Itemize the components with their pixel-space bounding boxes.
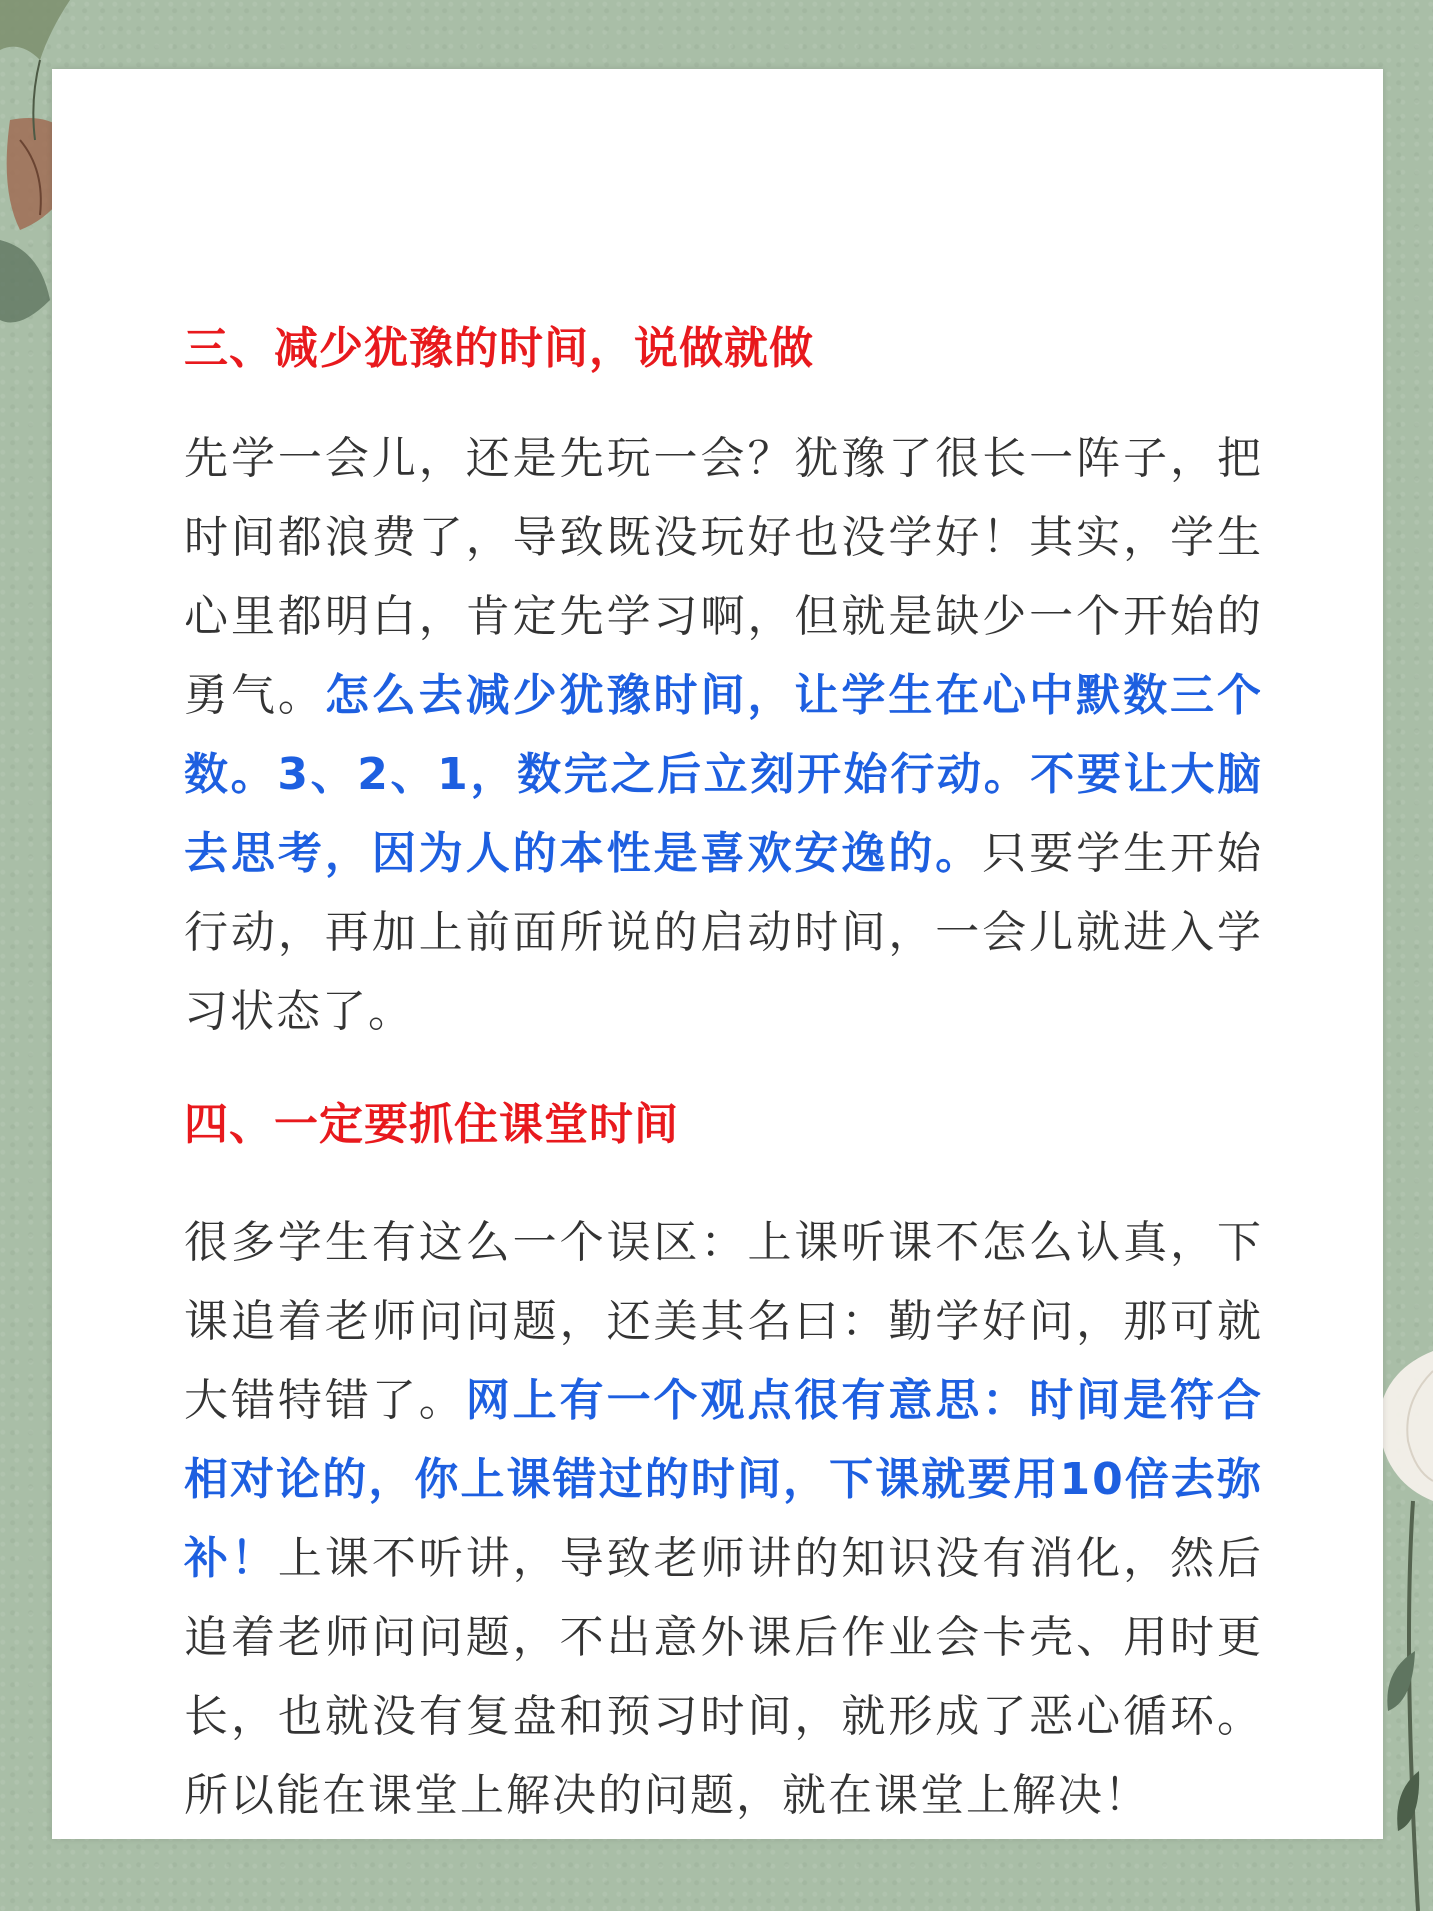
highlight-text: 网上有一个观点很有意思：时间是符合相对论的，你上课错过的时间，下课就要用10倍去弥补！ [184, 1375, 1264, 1584]
paragraph-text: 上课不听讲，导致老师讲的知识没有消化，然后追着老师问问题，不出意外课后作业会卡壳、用时更长，也就没有复盘和预习时间，就形成了恶心循环。所以能在课堂上解决的问题，就在课堂上解决！ [184, 1533, 1264, 1821]
section-paragraph [184, 1203, 1263, 1835]
paragraph-text: 只要学生开始行动，再加上前面所说的启动时间，一会儿就进入学习状态了。 [184, 828, 1264, 1037]
paragraph-text: 先学一会儿，还是先玩一会？犹豫了很长一阵子，把时间都浪费了，导致既没玩好也没学好！其实，学生心里都明白，肯定先学习啊，但就是缺少一个开始的勇气。 [184, 433, 1263, 721]
highlight-text: 怎么去减少犹豫时间，让学生在心中默数三个数。3、2、1，数完之后立刻开始行动。不要让大脑去思考，因为人的本性是喜欢安逸的。 [184, 670, 1264, 879]
section-heading: 三、减少犹豫的时间，说做就做 [184, 323, 814, 374]
section-paragraph [184, 419, 1263, 1051]
section-heading: 四、一定要抓住课堂时间 [184, 1099, 679, 1150]
article-card [52, 69, 1383, 1839]
paragraph-text: 很多学生有这么一个误区：上课听课不怎么认真，下课追着老师问问题，还美其名曰：勤学好问，那可就大错特错了。 [184, 1217, 1263, 1426]
